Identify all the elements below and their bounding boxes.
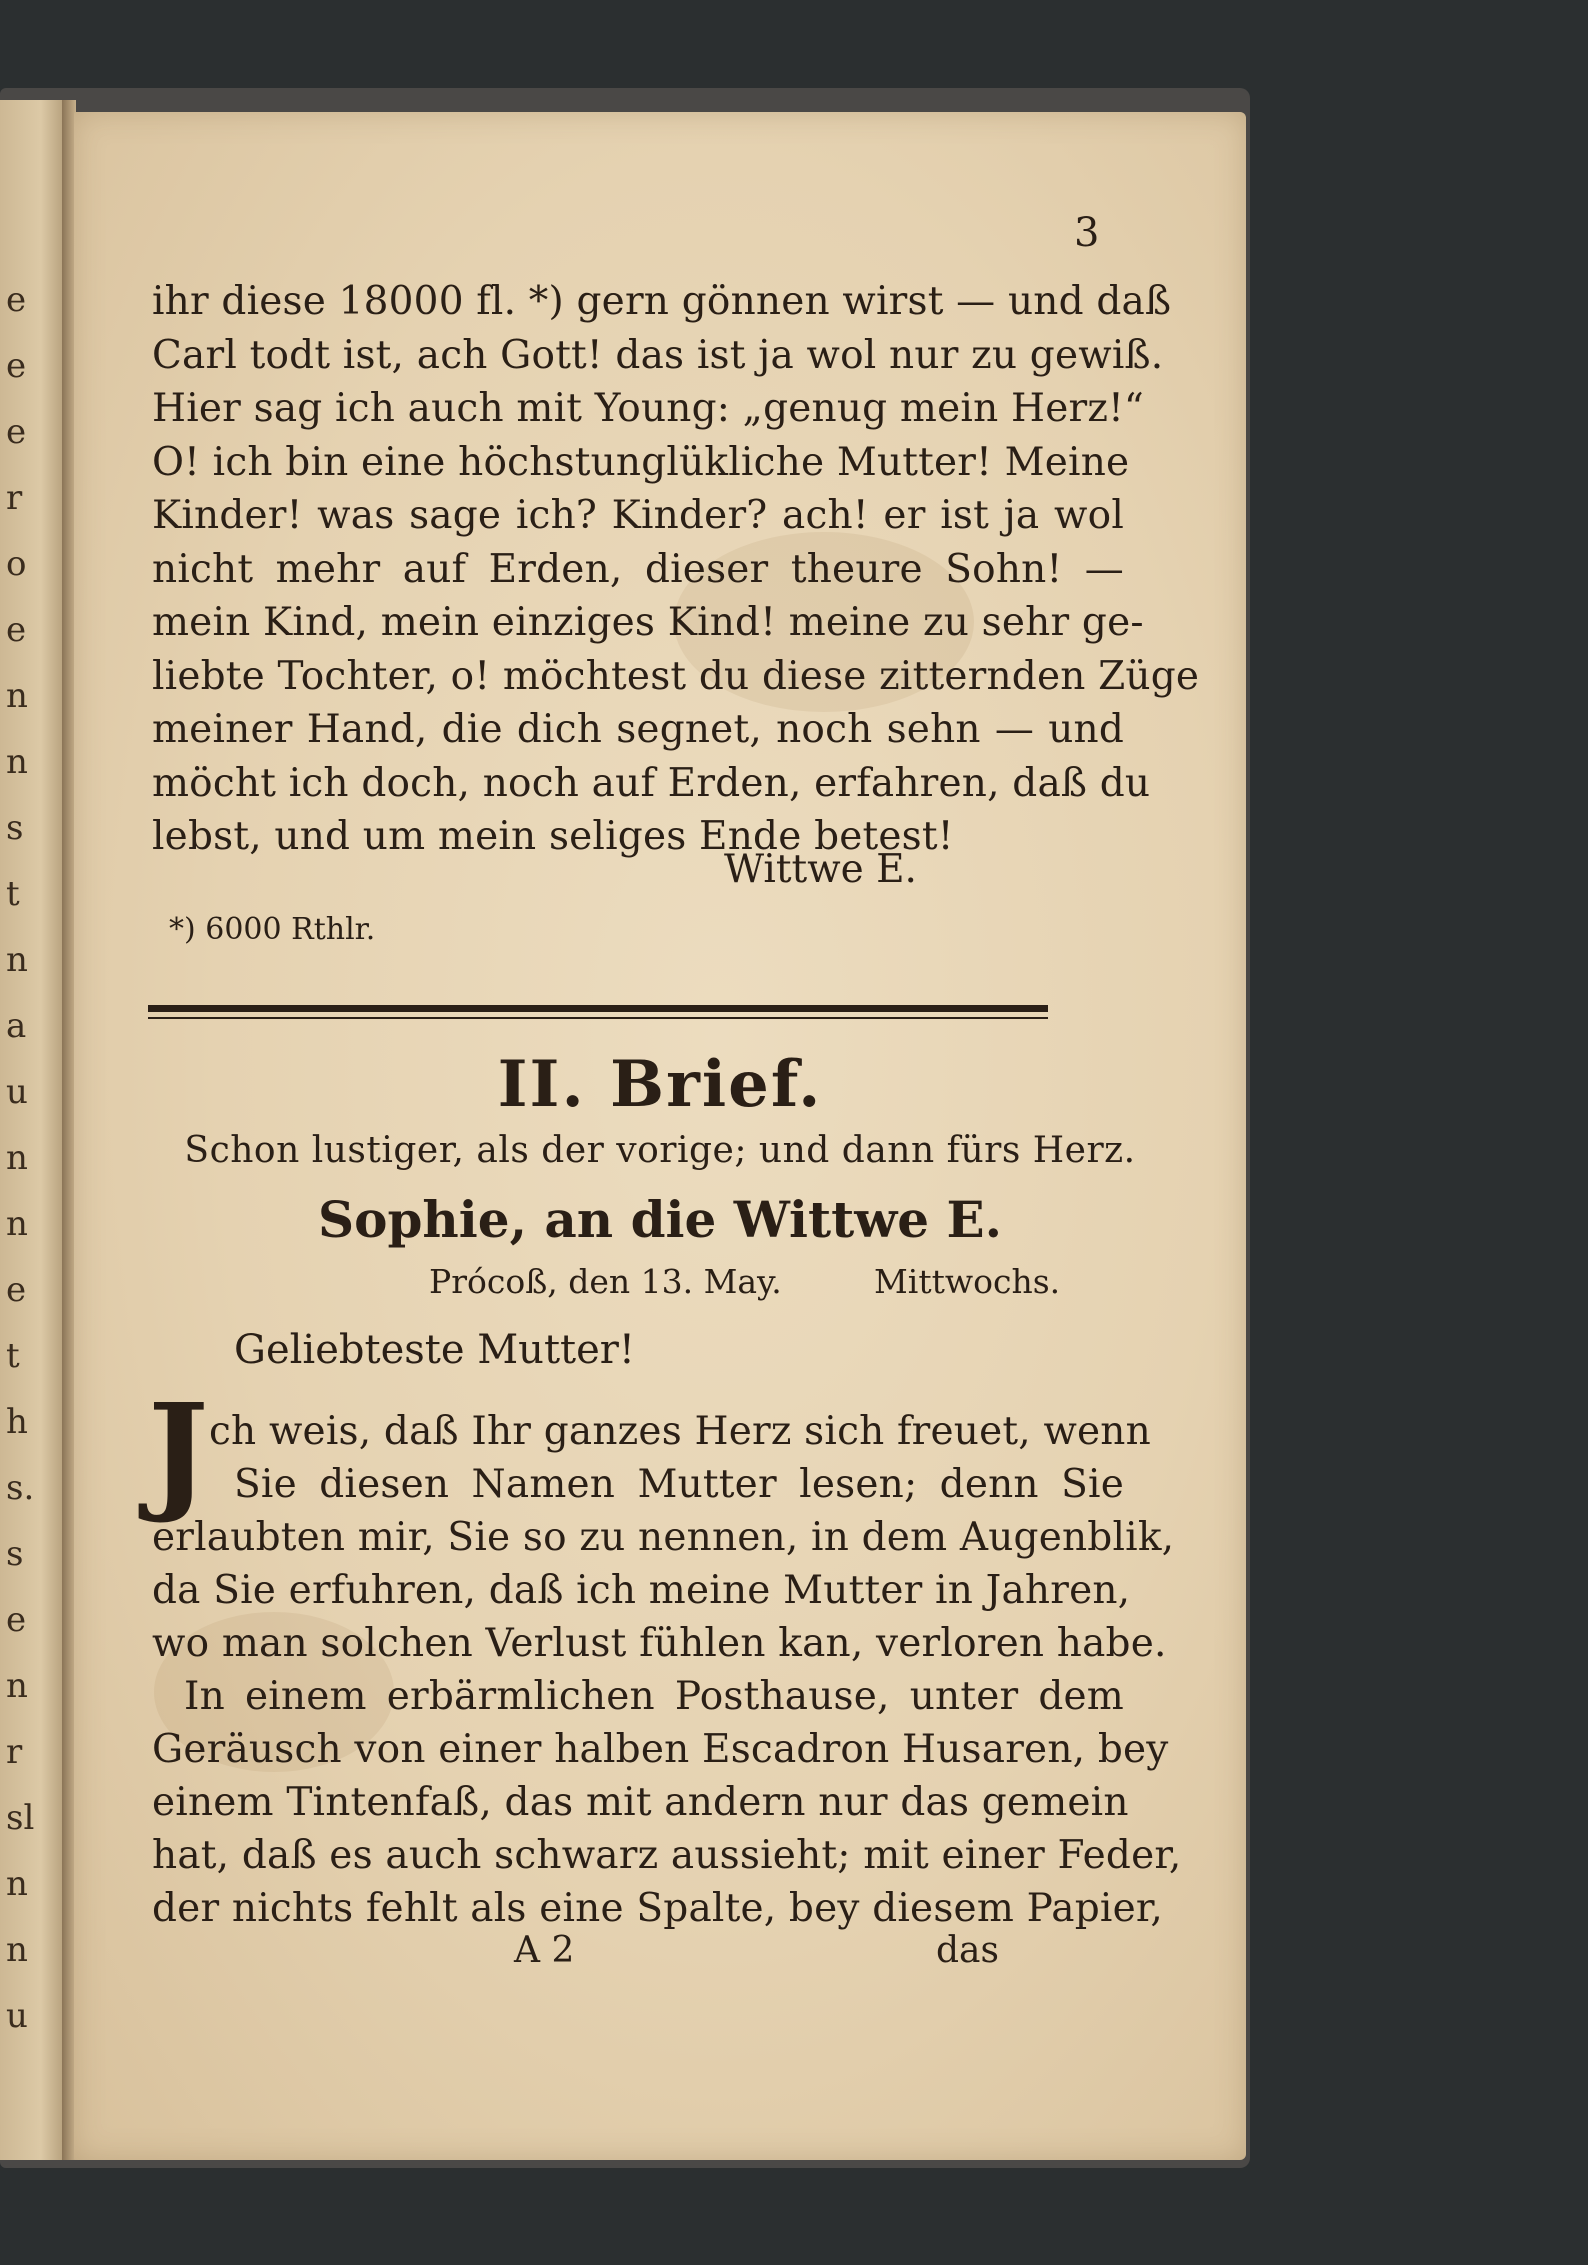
text-line: liebte Tochter, o! möchtest du diese zitternden Züge <box>152 653 1200 699</box>
text-line: hat, daß es auch schwarz aussieht; mit einer Feder, <box>152 1833 1182 1878</box>
left-page-fragment: a <box>6 1006 27 1046</box>
text-line: nicht mehr auf Erden, dieser theure Sohn! — <box>152 546 1124 592</box>
letter-subtitle: Schon lustiger, als der vorige; und dann fürs Herz. <box>184 1130 1136 1171</box>
left-page-fragment: n <box>6 1666 28 1706</box>
left-page-fragment: e <box>6 1270 27 1310</box>
left-page-fragment: s <box>6 808 24 848</box>
left-page-edge <box>0 100 68 2160</box>
left-page-fragment: o <box>6 544 27 584</box>
left-page-fragment: t <box>6 874 20 914</box>
letter-weekday: Mittwochs. <box>874 1262 1061 1301</box>
text-line: Sie diesen Namen Mutter lesen; denn Sie <box>234 1462 1124 1507</box>
left-page-fragment: h <box>6 1402 28 1442</box>
text-line: einem Tintenfaß, das mit andern nur das gemein <box>152 1780 1129 1825</box>
left-page-fragment: e <box>6 610 27 650</box>
letter-signature: Wittwe E. <box>724 847 917 892</box>
left-page-fragment: e <box>6 412 27 452</box>
left-page-fragment: n <box>6 1204 28 1244</box>
letter-salutation: Geliebteste Mutter! <box>234 1327 635 1373</box>
left-page-fragment: n <box>6 676 28 716</box>
section-divider <box>148 1005 1048 1012</box>
left-page-fragment: u <box>6 1996 28 2036</box>
letter-heading: II. Brief. <box>497 1047 823 1122</box>
text-line: ihr diese 18000 fl. *) gern gönnen wirst — und daß <box>152 279 1172 324</box>
left-page-fragment: n <box>6 1930 28 1970</box>
left-page-fragment: n <box>6 1864 28 1904</box>
left-page-fragment: n <box>6 940 28 980</box>
text-line: Carl todt ist, ach Gott! das ist ja wol nur zu gewiß. <box>152 332 1164 378</box>
left-page-fragment: t <box>6 1336 20 1376</box>
page-number: 3 <box>1074 210 1100 256</box>
letter-title: Sophie, an die Wittwe E. <box>318 1190 1002 1249</box>
left-page-fragment: u <box>6 1072 28 1112</box>
section-divider-thin <box>148 1017 1048 1019</box>
left-page-fragment: sl <box>6 1798 35 1838</box>
text-line: möcht ich doch, noch auf Erden, erfahren, daß du <box>152 760 1151 806</box>
left-page-fragment: n <box>6 1138 28 1178</box>
signature-mark: A 2 <box>514 1930 575 1971</box>
right-page <box>74 112 1246 2160</box>
text-line: erlaubten mir, Sie so zu nennen, in dem Augenblik, <box>152 1515 1175 1560</box>
text-line: O! ich bin eine höchstunglükliche Mutter! Meine <box>152 439 1130 485</box>
left-page-fragment: n <box>6 742 28 782</box>
left-page-fragment: e <box>6 346 27 386</box>
text-line: meiner Hand, die dich segnet, noch sehn — und <box>152 707 1124 752</box>
text-line: In einem erbärmlichen Posthause, unter dem <box>184 1674 1124 1719</box>
left-page-fragment: r <box>6 1732 23 1772</box>
left-page-fragment: e <box>6 1600 27 1640</box>
text-line: da Sie erfuhren, daß ich meine Mutter in Jahren, <box>152 1568 1131 1613</box>
text-line: mein Kind, mein einziges Kind! meine zu sehr ge- <box>152 600 1144 645</box>
text-line: Geräusch von einer halben Escadron Husaren, bey <box>152 1727 1169 1772</box>
text-line: Hier sag ich auch mit Young: „genug mein Herz!“ <box>152 386 1145 431</box>
left-page-fragment: e <box>6 280 27 320</box>
text-line: ch weis, daß Ihr ganzes Herz sich freuet, wenn <box>209 1409 1151 1454</box>
left-page-fragment: s <box>6 1534 24 1574</box>
footnote: *) 6000 Rthlr. <box>169 912 376 947</box>
left-page-fragment: r <box>6 478 23 518</box>
catchword: das <box>936 1930 999 1971</box>
text-line: Kinder! was sage ich? Kinder? ach! er ist ja wol <box>152 493 1124 538</box>
drop-cap: J <box>148 1377 209 1527</box>
letter-place-date: Prócoß, den 13. May. <box>429 1262 782 1301</box>
left-page-fragment: s. <box>6 1468 35 1508</box>
text-line: lebst, und um mein seliges Ende betest! <box>152 814 954 859</box>
text-line: wo man solchen Verlust fühlen kan, verloren habe. <box>152 1621 1167 1666</box>
text-line: der nichts fehlt als eine Spalte, bey diesem Papier, <box>152 1886 1164 1931</box>
